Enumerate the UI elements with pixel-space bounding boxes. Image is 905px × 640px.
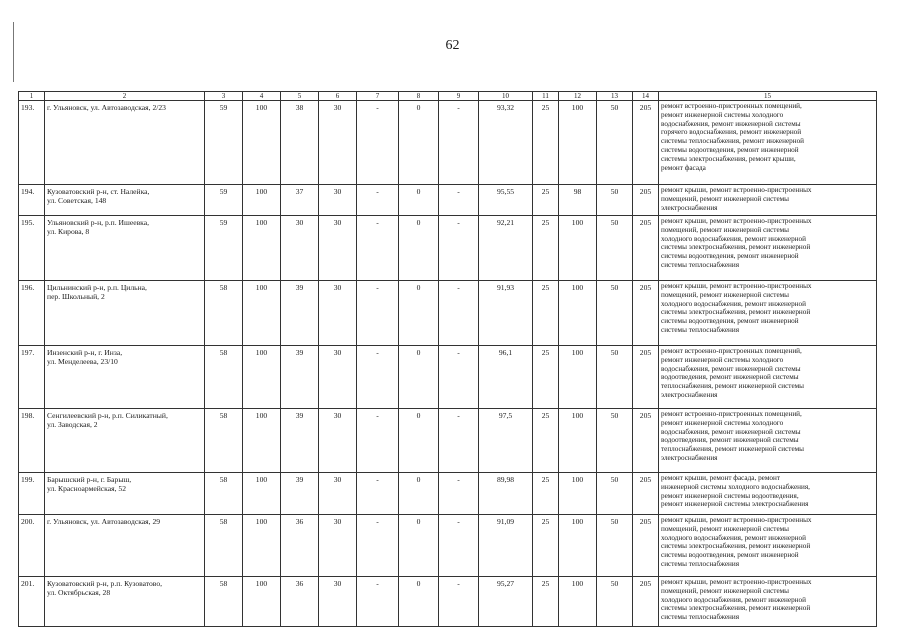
value-cell-c7: - bbox=[357, 281, 399, 346]
value-cell-c13: 50 bbox=[597, 346, 633, 409]
value-cell-c3: 58 bbox=[205, 346, 243, 409]
row-number: 200. bbox=[19, 515, 45, 577]
works-cell bbox=[659, 185, 877, 216]
works-cell bbox=[659, 101, 877, 185]
table-container bbox=[18, 91, 876, 627]
value-cell-c9: - bbox=[439, 101, 479, 185]
value-cell-c10: 93,32 bbox=[479, 101, 533, 185]
works-line: ремонт крыши, ремонт встроенно-пристроенных bbox=[661, 282, 812, 290]
value-cell-c11: 25 bbox=[533, 409, 559, 473]
repair-table bbox=[18, 91, 877, 627]
works-line: помещений, ремонт инженерной системы bbox=[661, 194, 790, 203]
row-number: 195. bbox=[19, 216, 45, 281]
works-line: помещений, ремонт инженерной системы bbox=[661, 524, 790, 533]
works-line: системы водоотведения, ремонт инженерной bbox=[661, 252, 799, 261]
value-cell-c6: 30 bbox=[319, 281, 357, 346]
table-row bbox=[19, 577, 877, 627]
value-cell-c8: 0 bbox=[399, 185, 439, 216]
value-cell-c3: 58 bbox=[205, 409, 243, 473]
value-cell-c13: 50 bbox=[597, 577, 633, 627]
value-cell-c8: 0 bbox=[399, 515, 439, 577]
works-cell bbox=[659, 216, 877, 281]
value-cell-c12: 100 bbox=[559, 281, 597, 346]
column-number-10: 10 bbox=[479, 92, 533, 101]
value-cell-c12: 100 bbox=[559, 515, 597, 577]
column-number-2: 2 bbox=[45, 92, 205, 101]
works-line: электроснабжения bbox=[661, 203, 718, 212]
value-cell-c11: 25 bbox=[533, 577, 559, 627]
value-cell-c14: 205 bbox=[633, 216, 659, 281]
value-cell-c10: 91,93 bbox=[479, 281, 533, 346]
address-line: г. Ульяновск, ул. Автозаводская, 2/23 bbox=[47, 103, 166, 112]
value-cell-c5: 38 bbox=[281, 101, 319, 185]
works-line: системы теплоснабжения bbox=[661, 260, 740, 269]
value-cell-c11: 25 bbox=[533, 346, 559, 409]
value-cell-c4: 100 bbox=[243, 515, 281, 577]
value-cell-c5: 36 bbox=[281, 515, 319, 577]
row-number: 201. bbox=[19, 577, 45, 627]
address-line: г. Ульяновск, ул. Автозаводская, 29 bbox=[47, 517, 161, 526]
column-number-9: 9 bbox=[439, 92, 479, 101]
value-cell-c3: 59 bbox=[205, 101, 243, 185]
works-cell bbox=[659, 409, 877, 473]
value-cell-c3: 59 bbox=[205, 185, 243, 216]
works-line: ремонт инженерной системы водоотведения, bbox=[661, 491, 799, 500]
works-line: теплоснабжения, ремонт инженерной системы bbox=[661, 382, 805, 391]
address-cell bbox=[45, 346, 205, 409]
address-line: ул. Менделеева, 23/10 bbox=[47, 356, 118, 366]
works-line: системы электроснабжения, ремонт инженерной bbox=[661, 604, 811, 613]
works-line: системы водоотведения, ремонт инженерной bbox=[661, 551, 799, 560]
row-number: 199. bbox=[19, 473, 45, 515]
works-line: ремонт инженерной системы холодного bbox=[661, 355, 784, 364]
value-cell-c9: - bbox=[439, 185, 479, 216]
value-cell-c3: 58 bbox=[205, 473, 243, 515]
works-line: холодного водоснабжения, ремонт инженерной bbox=[661, 234, 806, 243]
value-cell-c3: 59 bbox=[205, 216, 243, 281]
row-number: 197. bbox=[19, 346, 45, 409]
works-line: ремонт встроенно-пристроенных помещений, bbox=[661, 102, 802, 110]
value-cell-c9: - bbox=[439, 473, 479, 515]
address-cell bbox=[45, 577, 205, 627]
works-line: системы электроснабжения, ремонт инженерной bbox=[661, 243, 811, 252]
value-cell-c6: 30 bbox=[319, 473, 357, 515]
works-line: ремонт крыши, ремонт встроенно-пристроенных bbox=[661, 516, 812, 524]
value-cell-c10: 89,98 bbox=[479, 473, 533, 515]
works-line: системы теплоснабжения bbox=[661, 613, 740, 622]
works-line: водоснабжения, ремонт инженерной системы bbox=[661, 119, 801, 128]
address-line: Цильнинский р-н, р.п. Цильна, bbox=[47, 283, 147, 292]
value-cell-c4: 100 bbox=[243, 346, 281, 409]
works-line: системы водоотведения, ремонт инженерной bbox=[661, 145, 799, 154]
value-cell-c7: - bbox=[357, 216, 399, 281]
value-cell-c7: - bbox=[357, 185, 399, 216]
table-row bbox=[19, 515, 877, 577]
value-cell-c9: - bbox=[439, 216, 479, 281]
column-number-3: 3 bbox=[205, 92, 243, 101]
column-number-13: 13 bbox=[597, 92, 633, 101]
value-cell-c14: 205 bbox=[633, 281, 659, 346]
value-cell-c9: - bbox=[439, 409, 479, 473]
value-cell-c4: 100 bbox=[243, 409, 281, 473]
address-line: Барышский р-н, г. Барыш, bbox=[47, 475, 132, 484]
value-cell-c12: 100 bbox=[559, 101, 597, 185]
column-number-1: 1 bbox=[19, 92, 45, 101]
address-line: Кузоватовский р-н, ст. Налейка, bbox=[47, 187, 150, 196]
value-cell-c6: 30 bbox=[319, 101, 357, 185]
address-line: ул. Заводская, 2 bbox=[47, 419, 98, 429]
column-number-8: 8 bbox=[399, 92, 439, 101]
works-cell bbox=[659, 473, 877, 515]
works-line: системы водоотведения, ремонт инженерной bbox=[661, 317, 799, 326]
value-cell-c7: - bbox=[357, 577, 399, 627]
works-line: ремонт встроенно-пристроенных помещений, bbox=[661, 410, 802, 418]
value-cell-c10: 92,21 bbox=[479, 216, 533, 281]
works-line: инженерной системы холодного водоснабжения, bbox=[661, 482, 810, 491]
value-cell-c3: 58 bbox=[205, 577, 243, 627]
address-cell bbox=[45, 515, 205, 577]
value-cell-c6: 30 bbox=[319, 346, 357, 409]
column-number-4: 4 bbox=[243, 92, 281, 101]
works-line: водоснабжения, ремонт инженерной системы bbox=[661, 427, 801, 436]
value-cell-c4: 100 bbox=[243, 185, 281, 216]
value-cell-c14: 205 bbox=[633, 346, 659, 409]
value-cell-c10: 95,27 bbox=[479, 577, 533, 627]
works-line: ремонт инженерной системы холодного bbox=[661, 418, 784, 427]
row-number: 198. bbox=[19, 409, 45, 473]
works-line: ремонт крыши, ремонт встроенно-пристроенных bbox=[661, 186, 812, 194]
value-cell-c6: 30 bbox=[319, 216, 357, 281]
value-cell-c11: 25 bbox=[533, 473, 559, 515]
column-number-5: 5 bbox=[281, 92, 319, 101]
value-cell-c9: - bbox=[439, 281, 479, 346]
value-cell-c10: 96,1 bbox=[479, 346, 533, 409]
works-line: холодного водоснабжения, ремонт инженерной bbox=[661, 299, 806, 308]
table-row bbox=[19, 346, 877, 409]
value-cell-c14: 205 bbox=[633, 577, 659, 627]
value-cell-c4: 100 bbox=[243, 216, 281, 281]
works-line: ремонт крыши, ремонт встроенно-пристроенных bbox=[661, 578, 812, 586]
address-line: Кузоватовский р-н, р.п. Кузоватово, bbox=[47, 579, 163, 588]
address-cell bbox=[45, 409, 205, 473]
value-cell-c9: - bbox=[439, 346, 479, 409]
column-number-15: 15 bbox=[659, 92, 877, 101]
value-cell-c14: 205 bbox=[633, 101, 659, 185]
works-cell bbox=[659, 577, 877, 627]
works-line: теплоснабжения, ремонт инженерной системы bbox=[661, 445, 805, 454]
table-row bbox=[19, 216, 877, 281]
value-cell-c13: 50 bbox=[597, 101, 633, 185]
works-line: холодного водоснабжения, ремонт инженерной bbox=[661, 533, 806, 542]
value-cell-c4: 100 bbox=[243, 577, 281, 627]
value-cell-c12: 100 bbox=[559, 577, 597, 627]
page-number: 62 bbox=[445, 38, 460, 53]
value-cell-c8: 0 bbox=[399, 101, 439, 185]
value-cell-c8: 0 bbox=[399, 473, 439, 515]
value-cell-c10: 91,09 bbox=[479, 515, 533, 577]
value-cell-c11: 25 bbox=[533, 101, 559, 185]
column-number-7: 7 bbox=[357, 92, 399, 101]
value-cell-c8: 0 bbox=[399, 346, 439, 409]
table-row bbox=[19, 473, 877, 515]
column-number-11: 11 bbox=[533, 92, 559, 101]
works-line: системы теплоснабжения bbox=[661, 325, 740, 334]
works-line: ремонт крыши, ремонт фасада, ремонт bbox=[661, 474, 780, 482]
address-cell bbox=[45, 101, 205, 185]
works-line: холодного водоснабжения, ремонт инженерной bbox=[661, 595, 806, 604]
value-cell-c6: 30 bbox=[319, 577, 357, 627]
table-row bbox=[19, 281, 877, 346]
value-cell-c4: 100 bbox=[243, 281, 281, 346]
works-line: водоотведения, ремонт инженерной системы bbox=[661, 373, 799, 382]
works-line: ремонт фасада bbox=[661, 163, 706, 172]
works-line: ремонт встроенно-пристроенных помещений, bbox=[661, 347, 802, 355]
works-cell bbox=[659, 346, 877, 409]
value-cell-c7: - bbox=[357, 409, 399, 473]
works-line: электроснабжения bbox=[661, 453, 718, 462]
address-line: пер. Школьный, 2 bbox=[47, 291, 105, 301]
value-cell-c13: 50 bbox=[597, 409, 633, 473]
address-cell bbox=[45, 216, 205, 281]
address-line: Сенгилеевский р-н, р.п. Силикатный, bbox=[47, 411, 168, 420]
works-line: ремонт крыши, ремонт встроенно-пристроенных bbox=[661, 217, 812, 225]
value-cell-c13: 50 bbox=[597, 473, 633, 515]
works-line: ремонт инженерной системы холодного bbox=[661, 110, 784, 119]
value-cell-c11: 25 bbox=[533, 185, 559, 216]
column-number-12: 12 bbox=[559, 92, 597, 101]
table-row bbox=[19, 101, 877, 185]
works-cell bbox=[659, 515, 877, 577]
works-line: системы электроснабжения, ремонт инженерной bbox=[661, 542, 811, 551]
value-cell-c14: 205 bbox=[633, 185, 659, 216]
value-cell-c14: 205 bbox=[633, 473, 659, 515]
works-line: системы теплоснабжения, ремонт инженерной bbox=[661, 137, 805, 146]
column-number-14: 14 bbox=[633, 92, 659, 101]
value-cell-c14: 205 bbox=[633, 409, 659, 473]
value-cell-c6: 30 bbox=[319, 409, 357, 473]
value-cell-c5: 30 bbox=[281, 216, 319, 281]
value-cell-c7: - bbox=[357, 515, 399, 577]
address-line: ул. Кирова, 8 bbox=[47, 226, 90, 236]
value-cell-c12: 100 bbox=[559, 473, 597, 515]
value-cell-c5: 39 bbox=[281, 473, 319, 515]
address-line: ул. Октябрьская, 28 bbox=[47, 587, 111, 597]
value-cell-c12: 100 bbox=[559, 346, 597, 409]
row-number: 193. bbox=[19, 101, 45, 185]
value-cell-c14: 205 bbox=[633, 515, 659, 577]
value-cell-c10: 97,5 bbox=[479, 409, 533, 473]
value-cell-c3: 58 bbox=[205, 281, 243, 346]
row-number: 196. bbox=[19, 281, 45, 346]
works-line: водоотведения, ремонт инженерной системы bbox=[661, 436, 799, 445]
works-line: ремонт инженерной системы электроснабжения bbox=[661, 500, 809, 509]
value-cell-c5: 37 bbox=[281, 185, 319, 216]
value-cell-c13: 50 bbox=[597, 185, 633, 216]
value-cell-c4: 100 bbox=[243, 473, 281, 515]
works-line: помещений, ремонт инженерной системы bbox=[661, 290, 790, 299]
value-cell-c12: 98 bbox=[559, 185, 597, 216]
value-cell-c6: 30 bbox=[319, 515, 357, 577]
value-cell-c8: 0 bbox=[399, 409, 439, 473]
value-cell-c7: - bbox=[357, 101, 399, 185]
works-line: электроснабжения bbox=[661, 390, 718, 399]
value-cell-c11: 25 bbox=[533, 515, 559, 577]
works-line: системы теплоснабжения bbox=[661, 559, 740, 568]
value-cell-c8: 0 bbox=[399, 216, 439, 281]
value-cell-c4: 100 bbox=[243, 101, 281, 185]
value-cell-c9: - bbox=[439, 515, 479, 577]
value-cell-c11: 25 bbox=[533, 281, 559, 346]
row-number: 194. bbox=[19, 185, 45, 216]
value-cell-c11: 25 bbox=[533, 216, 559, 281]
works-line: системы электроснабжения, ремонт инженерной bbox=[661, 308, 811, 317]
works-line: помещений, ремонт инженерной системы bbox=[661, 225, 790, 234]
value-cell-c13: 50 bbox=[597, 216, 633, 281]
column-number-6: 6 bbox=[319, 92, 357, 101]
works-line: помещений, ремонт инженерной системы bbox=[661, 586, 790, 595]
table-row bbox=[19, 185, 877, 216]
value-cell-c9: - bbox=[439, 577, 479, 627]
address-line: ул. Советская, 148 bbox=[47, 195, 107, 205]
value-cell-c8: 0 bbox=[399, 577, 439, 627]
table-row bbox=[19, 409, 877, 473]
value-cell-c3: 58 bbox=[205, 515, 243, 577]
value-cell-c7: - bbox=[357, 346, 399, 409]
value-cell-c5: 39 bbox=[281, 409, 319, 473]
value-cell-c10: 95,55 bbox=[479, 185, 533, 216]
column-number-row bbox=[19, 92, 877, 101]
works-line: водоснабжения, ремонт инженерной системы bbox=[661, 364, 801, 373]
value-cell-c5: 36 bbox=[281, 577, 319, 627]
value-cell-c13: 50 bbox=[597, 281, 633, 346]
address-line: Ульяновский р-н, р.п. Ишеевка, bbox=[47, 218, 149, 227]
address-cell bbox=[45, 281, 205, 346]
address-cell bbox=[45, 185, 205, 216]
address-line: ул. Красноармейская, 52 bbox=[47, 483, 127, 493]
value-cell-c5: 39 bbox=[281, 281, 319, 346]
value-cell-c12: 100 bbox=[559, 409, 597, 473]
address-cell bbox=[45, 473, 205, 515]
works-line: системы электроснабжения, ремонт крыши, bbox=[661, 154, 796, 163]
value-cell-c12: 100 bbox=[559, 216, 597, 281]
value-cell-c7: - bbox=[357, 473, 399, 515]
value-cell-c5: 39 bbox=[281, 346, 319, 409]
value-cell-c13: 50 bbox=[597, 515, 633, 577]
value-cell-c8: 0 bbox=[399, 281, 439, 346]
value-cell-c6: 30 bbox=[319, 185, 357, 216]
address-line: Инзенский р-н, г. Инза, bbox=[47, 348, 123, 357]
table-body bbox=[19, 101, 877, 627]
margin-rule bbox=[13, 22, 14, 82]
works-line: горячего водоснабжения, ремонт инженерной bbox=[661, 128, 802, 137]
works-cell bbox=[659, 281, 877, 346]
